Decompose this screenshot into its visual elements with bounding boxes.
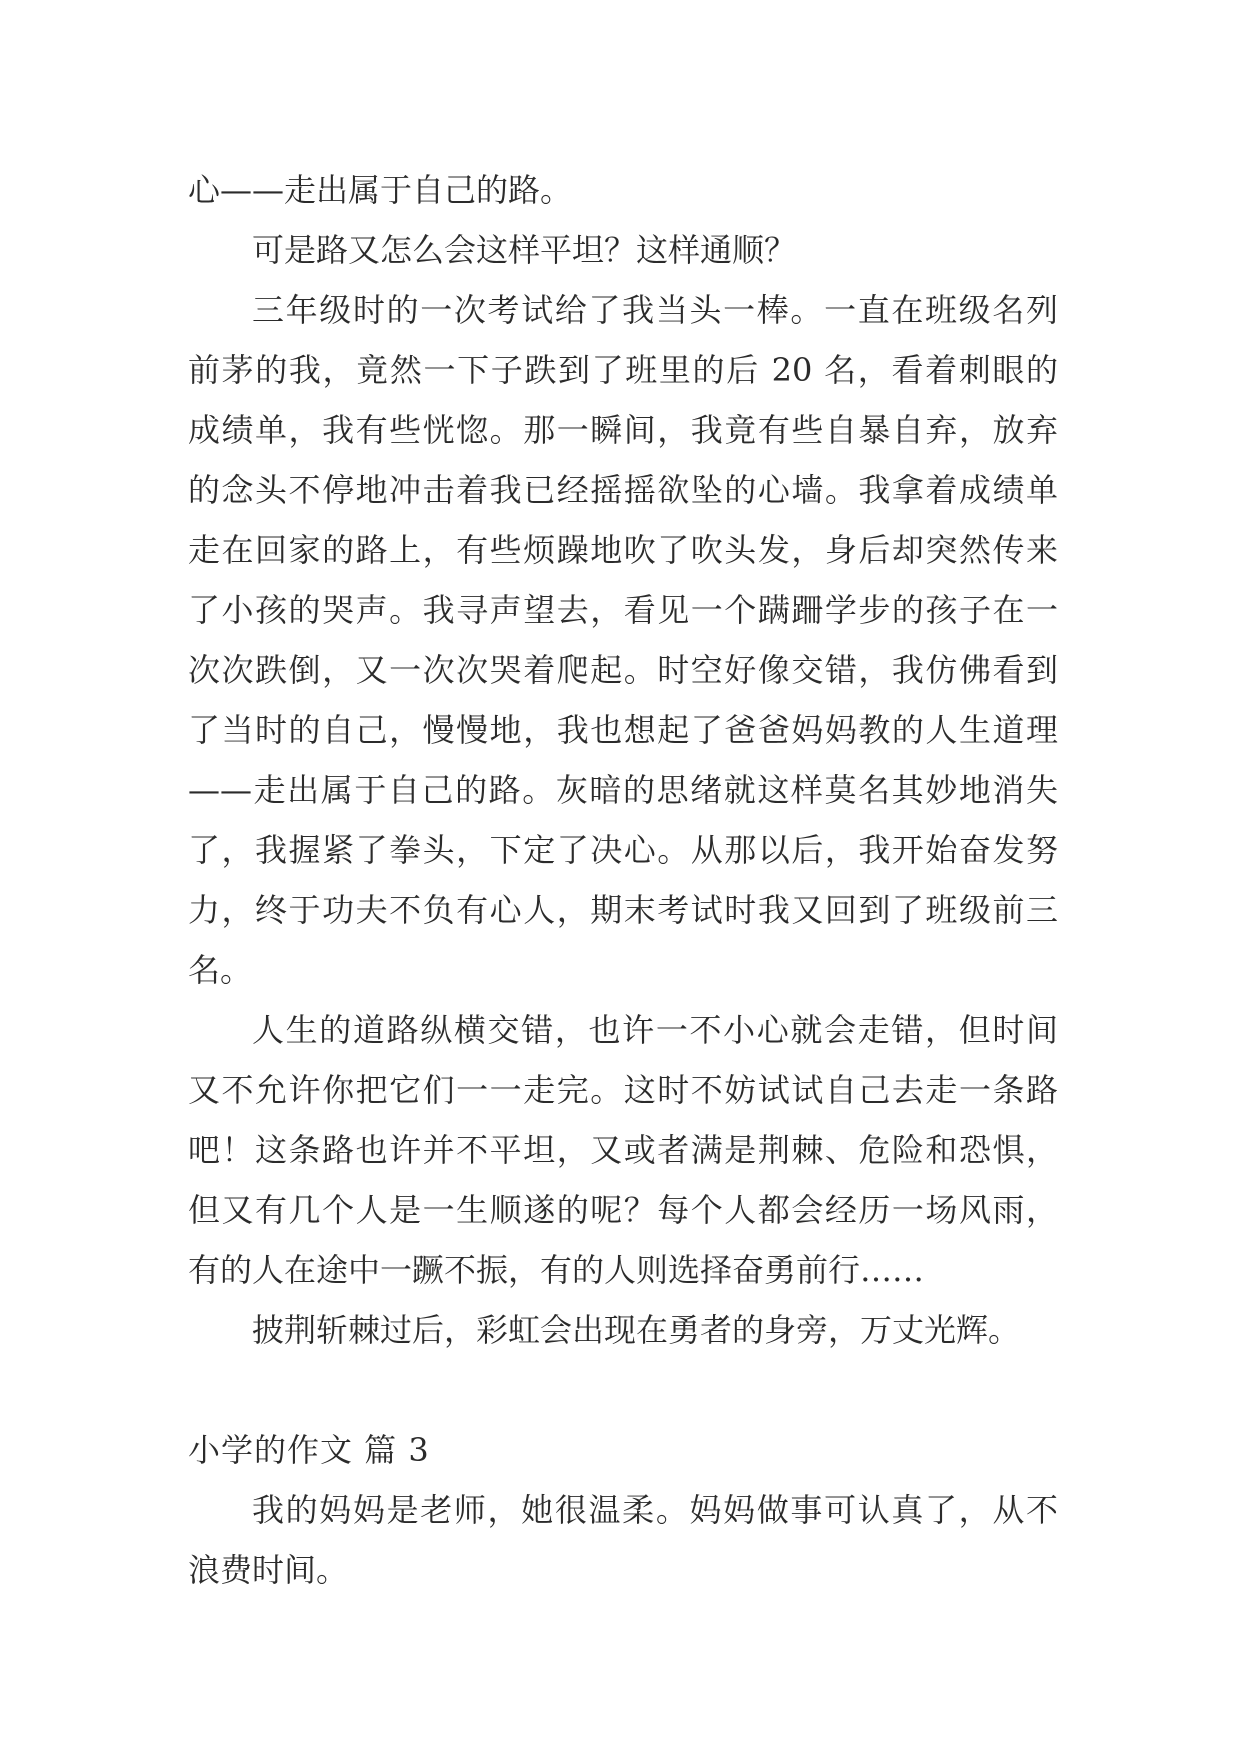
- text-line: 有的人在途中一蹶不振，有的人则选择奋勇前行……: [188, 1251, 925, 1289]
- text-line: 次次跌倒，又一次次哭着爬起。时空好像交错，我仿佛看到: [188, 651, 1058, 689]
- section-gap: [188, 1360, 1058, 1420]
- text-line: 浪费时间。: [188, 1551, 349, 1589]
- paragraph-start: 我的妈妈是老师，她很温柔。妈妈做事可认真了，从不: [252, 1491, 1058, 1529]
- text-line: 力，终于功夫不负有心人，期末考试时我又回到了班级前三: [188, 891, 1058, 929]
- essay-text: [188, 160, 1058, 1600]
- text-line: 的念头不停地冲击着我已经摇摇欲坠的心墙。我拿着成绩单: [188, 471, 1058, 509]
- text-line: 了小孩的哭声。我寻声望去，看见一个蹒跚学步的孩子在一: [188, 591, 1058, 629]
- text-line: ——走出属于自己的路。灰暗的思绪就这样莫名其妙地消失: [188, 771, 1058, 809]
- paragraph-start: 披荆斩棘过后，彩虹会出现在勇者的身旁，万丈光辉。: [252, 1311, 1021, 1349]
- text-line: 走在回家的路上，有些烦躁地吹了吹头发，身后却突然传来: [188, 531, 1058, 569]
- text-line: 名。: [188, 951, 253, 989]
- text-line: 又不允许你把它们一一走完。这时不妨试试自己去走一条路: [188, 1071, 1058, 1109]
- text-line: 但又有几个人是一生顺遂的呢？每个人都会经历一场风雨，: [188, 1191, 1058, 1229]
- text-line: 心——走出属于自己的路。: [188, 171, 573, 209]
- text-line: 成绩单，我有些恍惚。那一瞬间，我竟有些自暴自弃，放弃: [188, 411, 1058, 449]
- paragraph-start: 可是路又怎么会这样平坦？这样通顺？: [252, 231, 797, 269]
- paragraph-start: 人生的道路纵横交错，也许一不小心就会走错，但时间: [252, 1011, 1058, 1049]
- paragraph-start: 三年级时的一次考试给了我当头一棒。一直在班级名列: [252, 291, 1058, 329]
- text-line: 吧！这条路也许并不平坦，又或者满是荆棘、危险和恐惧，: [188, 1131, 1058, 1169]
- text-line: 前茅的我，竟然一下子跌到了班里的后 20 名，看着刺眼的: [188, 351, 1058, 389]
- text-line: 了，我握紧了拳头，下定了决心。从那以后，我开始奋发努: [188, 831, 1058, 869]
- text-line: 了当时的自己，慢慢地，我也想起了爸爸妈妈教的人生道理: [188, 711, 1058, 749]
- section-heading: 小学的作文 篇 3: [188, 1431, 430, 1469]
